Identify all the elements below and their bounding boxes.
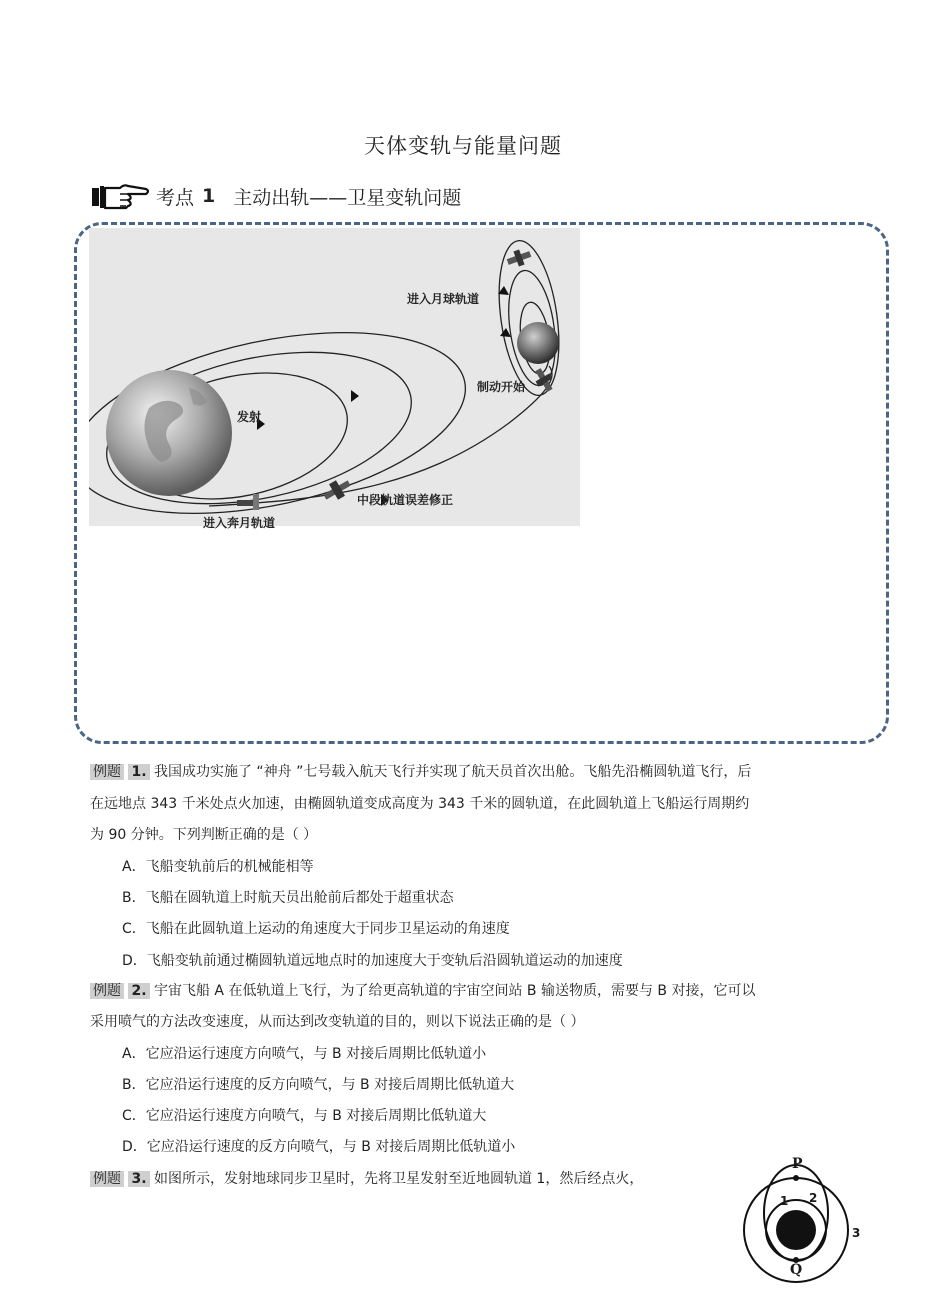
example-2-line-1: 例题 2. 宇宙飞船 A 在低轨道上飞行，为了给更高轨道的宇宙空间站 B 输送物质，需要与 B 对接，它可以	[90, 981, 755, 1001]
spacecraft-icon	[505, 246, 533, 269]
label-braking-start: 制动开始	[477, 380, 526, 394]
orbit-transfer-figure	[740, 1158, 870, 1291]
section-prefix: 考点	[156, 186, 195, 209]
example-2-line-2: 采用喷气的方法改变速度，从而达到改变轨道的目的，则以下说法正确的是（ ）	[90, 1014, 585, 1030]
example-tag: 例题	[90, 764, 124, 780]
example-2-option-c: C．它应沿运行速度方向喷气，与 B 对接后周期比低轨道大	[122, 1108, 487, 1124]
example-2-option-a: A．它应沿运行速度方向喷气，与 B 对接后周期比低轨道小	[122, 1046, 487, 1062]
earth-core	[776, 1210, 816, 1250]
example-1-option-a: A．飞船变轨前后的机械能相等	[122, 859, 314, 875]
moon	[517, 322, 559, 364]
example-2-option-d: D．它应沿运行速度的反方向喷气，与 B 对接后周期比低轨道小	[122, 1139, 516, 1155]
point-p-marker	[793, 1175, 799, 1181]
section-title: 主动出轨——卫星变轨问题	[233, 186, 462, 209]
label-enter-transfer-orbit: 进入奔月轨道	[203, 516, 276, 530]
label-orbit-1: 1	[780, 1194, 789, 1208]
example-3-line-1: 例题 3. 如图所示，发射地球同步卫星时，先将卫星发射至近地圆轨道 1，然后经点火，	[90, 1169, 643, 1189]
example-tag: 例题	[90, 1171, 124, 1187]
label-orbit-2: 2	[809, 1191, 818, 1205]
example-1-option-d: D．飞船变轨前通过椭圆轨道远地点时的加速度大于变轨后沿圆轨道运动的加速度	[122, 953, 623, 969]
label-launch: 发射	[237, 410, 262, 424]
earth-globe	[106, 370, 232, 496]
section-number: 1	[202, 185, 216, 207]
label-midcourse-correction: 中段轨道误差修正	[357, 493, 454, 507]
section-heading	[90, 178, 461, 214]
pointing-hand-icon	[90, 180, 150, 212]
example-1-line-1: 例题 1. 我国成功实施了 “神舟 ”七号载入航天飞行并实现了航天员首次出舱。飞船先沿椭圆轨道飞行，后	[90, 762, 751, 782]
earth-moon-transfer-figure	[89, 228, 580, 530]
label-enter-lunar-orbit: 进入月球轨道	[407, 292, 480, 306]
example-2-option-b: B．它应沿运行速度的反方向喷气，与 B 对接后周期比低轨道大	[122, 1077, 515, 1093]
label-point-p: P	[792, 1156, 803, 1172]
example-1-option-b: B．飞船在圆轨道上时航天员出舱前后都处于超重状态	[122, 890, 454, 906]
label-orbit-3: 3	[852, 1226, 861, 1240]
example-1-line-2: 在远地点 343 千米处点火加速，由椭圆轨道变成高度为 343 千米的圆轨道，在此圆轨道上飞船运行周期约	[90, 796, 750, 812]
example-number: 3.	[128, 1171, 149, 1187]
example-1-line-3: 为 90 分钟。下列判断正确的是（ ）	[90, 827, 318, 843]
transfer-diagram	[89, 228, 580, 526]
spacecraft-icon	[320, 475, 353, 505]
example-number: 2.	[128, 983, 149, 999]
page-title: 天体变轨与能量问题	[364, 134, 562, 158]
example-tag: 例题	[90, 983, 124, 999]
label-point-q: Q	[790, 1262, 803, 1278]
example-1-option-c: C．飞船在此圆轨道上运动的角速度大于同步卫星运动的角速度	[122, 921, 510, 937]
example-number: 1.	[128, 764, 149, 780]
